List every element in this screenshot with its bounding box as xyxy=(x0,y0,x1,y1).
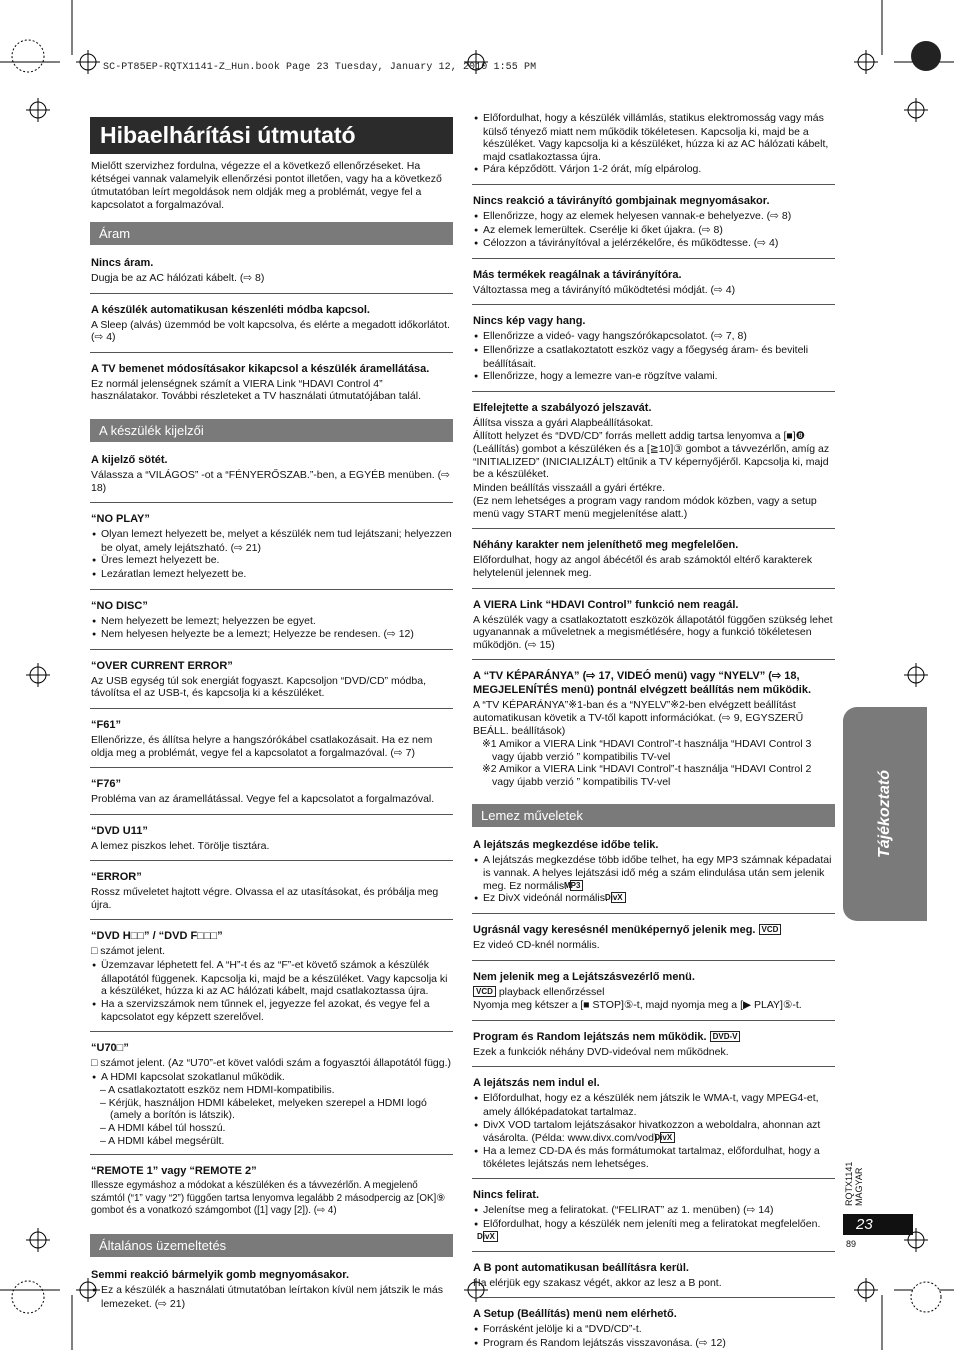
item-heading: Nincs kép vagy hang. xyxy=(473,315,586,328)
bullet-item: ● Jelenítse meg a feliratokat. (“FELIRAT” az 1. menüben) (⇨ 14) xyxy=(473,1204,835,1218)
trouble-item xyxy=(90,448,453,503)
item-heading: “NO DISC” xyxy=(91,599,148,612)
bullet-item: ● A HDMI kapcsolat szokatlanul működik. xyxy=(91,1071,453,1085)
trouble-item xyxy=(472,309,835,391)
item-text: □ számot jelent. xyxy=(91,945,166,958)
item-text: A Sleep (alvás) üzemmód be volt kapcsolva, és elérte a megadott időkorlátot. (⇨ 4) xyxy=(91,318,450,344)
trouble-item xyxy=(90,772,453,815)
item-text: Minden beállítás visszaáll a gyári értékre. xyxy=(473,481,666,494)
bullet-item: ● Olyan lemezt helyezett be, melyet a készülék nem tud lejátszani; helyezzen be olyat, amely lejátszható. (⇨ 21) xyxy=(91,528,453,554)
trouble-item xyxy=(472,189,835,259)
format-tag: DivX xyxy=(483,1231,498,1242)
section-items xyxy=(472,833,835,1358)
item-heading: Néhány karakter nem jeleníthető meg megfelelően. xyxy=(473,539,739,552)
item-text: A lemez piszkos lehet. Törölje tisztára. xyxy=(91,839,270,852)
item-heading: A B pont automatikusan beállításra kerül. xyxy=(473,1261,689,1274)
section-header: Lemez műveletek xyxy=(472,804,835,827)
item-text: A készülék vagy a csatlakoztatott eszközök állapotától függően szükség lehet ugyanannak a műveletnek a megismétlésére, hogy a funkció tökéletesen működjön. (⇨ 15) xyxy=(473,613,833,651)
item-text: Állítsa vissza a gyári Alapbeállításokat. xyxy=(473,416,654,429)
bullet-item: ● Ellenőrizze, hogy a lemezre van-e rögzítve valami. xyxy=(473,370,835,384)
format-tag: VCD xyxy=(759,924,782,935)
format-tag: DivX xyxy=(660,1132,675,1143)
item-text: Ellenőrizze, és állítsa helyre a hangszórókábel csatlakozásait. Ha ez nem oldja meg a problémát, vegye fel a kapcsolatot a forgalmazóval. (⇨ 7) xyxy=(91,733,433,759)
trouble-item xyxy=(472,263,835,306)
item-text: Ez normál jelenségnek számít a VIERA Link “HDAVI Control 4” használatakor. További részleteket a TV használati útmutatójában talál. xyxy=(91,377,421,403)
item-text: A “TV KÉPARÁNYA”※1-ban és a “NYELV”※2-ben elvégzett beállítást automatikusan követik a TV-től kapott információkat. (⇨ 9, EGYSZERŰ BEÁLL. beállítások) xyxy=(473,699,804,737)
right-top-items xyxy=(472,109,835,796)
item-text: Ez videó CD-knél normális. xyxy=(473,938,600,951)
item-heading: A “TV KÉPARÁNYA” (⇨ 17, VIDEÓ menü) vagy “NYELV” (⇨ 18, MEGJELENÍTÉS menü) pontnál elvégzett beállítás nem működik. xyxy=(473,670,812,697)
page-title: Hibaelhárítási útmutató xyxy=(90,117,453,154)
item-text: (Ez nem lehetséges a program vagy random módok közben, vagy a setup menü vagy START menü megjelenítése alatt.) xyxy=(473,495,817,520)
item-text: Ezek a funkciók néhány DVD-videóval nem működnek. xyxy=(473,1045,729,1058)
bullet-item: ● Üres lemezt helyezett be. xyxy=(91,554,453,568)
item-text: Ha elérjük egy szakasz végét, akkor az lesz a B pont. xyxy=(473,1276,722,1289)
item-heading: “F61” xyxy=(91,718,121,731)
bullet-item: ● DivX VOD tartalom lejátszásakor hivatkozzon a weboldalra, ahonnan azt vásárolta. (Példa: www.divx.com/vod) DivX xyxy=(473,1119,835,1145)
trouble-item xyxy=(472,833,835,914)
trouble-item xyxy=(472,109,835,185)
bullet-item: ● Ellenőrizze, hogy az elemek helyesen vannak-e behelyezve. (⇨ 8) xyxy=(473,210,835,224)
section-items xyxy=(90,1263,453,1317)
item-text: Rossz műveletet hajtott végre. Olvassa el az utasításokat, és próbálja meg újra. xyxy=(91,886,439,911)
item-heading: Ugrásnál vagy keresésnél menüképernyő jelenik meg. VCD xyxy=(473,923,835,937)
item-heading: “NO PLAY” xyxy=(91,513,150,526)
item-heading: A lejátszás nem indul el. xyxy=(473,1077,600,1090)
item-text: Előfordulhat, hogy az angol ábécétől és arab számoktól eltérő karakterek helytelenül jelennek meg. xyxy=(473,554,813,580)
left-sections xyxy=(90,222,453,1317)
section-header: A készülék kijelzői xyxy=(90,419,453,442)
item-heading: Elfelejtette a szabályozó jelszavát. xyxy=(473,401,652,414)
item-heading: Nincs felirat. xyxy=(473,1188,540,1201)
bullet-item: ● Ellenőrizze a videó- vagy hangszórókapcsolatot. (⇨ 7, 8) xyxy=(473,330,835,344)
bullet-item: ● Ellenőrizze a csatlakoztatott eszköz vagy a főegység áram- és beviteli beállításait. xyxy=(473,344,835,370)
bullet-item: ● Ha a lemez CD-DA és más formátumokat tartalmaz, előfordulhat, hogy a tökéletes lejátszás nem lehetséges. xyxy=(473,1145,835,1171)
trouble-item xyxy=(472,593,835,661)
bullet-item: ● Előfordulhat, hogy ez a készülék nem játszik le WMA-t, vagy MPEG4-et, amely állóképadatokat tartalmaz. xyxy=(473,1092,835,1118)
trouble-item xyxy=(472,1183,835,1252)
bullet-item: ● Célozzon a távirányítóval a jelérzékelőre, és működtesse. (⇨ 4) xyxy=(473,237,835,251)
trouble-item xyxy=(472,533,835,588)
bullet-item: ● Az elemek lemerültek. Cserélje ki őket újakra. (⇨ 8) xyxy=(473,224,835,238)
trouble-item xyxy=(472,965,835,1021)
item-text: Válassza a “VILÁGOS” -ot a “FÉNYERŐSZAB.”-ben, a EGYÉB menüben. (⇨ 18) xyxy=(91,468,450,494)
item-text: – A HDMI kábel túl hosszú. xyxy=(100,1122,226,1134)
bullet-item: ● Pára képződött. Várjon 1-2 órát, míg elpárolog. xyxy=(473,163,835,177)
item-heading: Más termékek reagálnak a távirányítóra. xyxy=(473,268,682,281)
right-section xyxy=(472,804,835,1358)
item-text: □ számot jelent. (Az “U70”-et követ valódi szám a fogyasztói állapotától függ.) xyxy=(91,1057,452,1070)
item-heading: Semmi reakció bármelyik gomb megnyomásakor. xyxy=(91,1268,350,1281)
trouble-item xyxy=(472,1071,835,1179)
item-heading: “DVD H□□” / “DVD F□□□” xyxy=(91,930,223,943)
trouble-item xyxy=(90,251,453,294)
item-heading: “ERROR” xyxy=(91,871,142,884)
bullet-item: ● Előfordulhat, hogy a készülék nem jeleníti meg a feliratokat megfelelően. DivX xyxy=(473,1218,835,1244)
bullet-item: ● Előfordulhat, hogy a készülék villámlás, statikus elektromosság vagy más külső tényező miatt nem működik tökéletesen. Kapcsolja ki, majd be a készüléket. Vagy kapcsolja ki a készüléket, húzza ki az AC hálózati kábelt, majd csatlakoztassa újra. xyxy=(473,112,835,163)
format-tag: MP3 xyxy=(570,880,583,891)
item-heading: “REMOTE 1” vagy “REMOTE 2” xyxy=(91,1165,257,1178)
trouble-item xyxy=(90,507,453,589)
bullet-item: ● Nem helyesen helyezte be a lemezt; Helyezze be rendesen. (⇨ 12) xyxy=(91,628,453,642)
trouble-item xyxy=(90,713,453,768)
item-heading: A VIERA Link “HDAVI Control” funkció nem reagál. xyxy=(473,598,739,611)
trouble-item xyxy=(472,396,835,530)
bullet-item: ● A lejátszás megkezdése több időbe telhet, ha egy MP3 számnak képadatai is vannak. A helyes lejátszási idő még a szám elindulása után sem jelenik meg. Ez normális. MP3 xyxy=(473,854,835,893)
bullet-item: ● Forrásként jelölje ki a “DVD/CD”-t. xyxy=(473,1323,835,1337)
trouble-item xyxy=(472,1025,835,1068)
item-text: Állított helyzet és “DVD/CD” forrás mellett addig tartsa lenyomva a [■]❽ (Leállítás) gombot a készüléken és a [≧10]③ gombot a távvezérlőn, amíg az “INITIALIZED” (INICIALIZÁLT) eltűnik a TV képernyőjéről. Kapcsolja ki, majd be a készüléket. xyxy=(473,430,830,481)
section-items xyxy=(90,251,453,411)
format-tag: DVD-V xyxy=(710,1031,741,1042)
item-heading: “DVD U11” xyxy=(91,824,148,837)
item-text: VCD playback ellenőrzéssel xyxy=(473,986,835,999)
item-text: ※1 Amikor a VIERA Link “HDAVI Control”-t használja “HDAVI Control 3 vagy újabb verzió ” kompatibilis TV-vel xyxy=(482,738,812,763)
trouble-item xyxy=(472,918,835,961)
item-text: Az USB egység túl sok energiát fogyaszt. Kapcsoljon “DVD/CD” módba, távolítsa el az USB-t, és kapcsolja ki a készüléket. xyxy=(91,674,426,700)
item-heading: A kijelző sötét. xyxy=(91,453,168,466)
book-header: SC-PT85EP-RQTX1141-Z_Hun.book Page 23 Tuesday, January 12, 2010 1:55 PM xyxy=(103,62,537,73)
item-text: Dugja be az AC hálózati kábelt. (⇨ 8) xyxy=(91,272,265,284)
trouble-item xyxy=(472,1302,835,1357)
right-column xyxy=(472,109,835,1361)
section-header: Áram xyxy=(90,222,453,245)
item-text: – Kérjük, használjon HDMI kábeleket, melyeken szerepel a HDMI logó (amely a borítón is látszik). xyxy=(100,1096,427,1122)
trouble-item xyxy=(90,594,453,650)
section-header: Általános üzemeltetés xyxy=(90,1234,453,1257)
item-heading: Program és Random lejátszás nem működik. DVD-V xyxy=(473,1030,835,1044)
item-heading: Nem jelenik meg a Lejátszásvezérlő menü. xyxy=(473,970,695,983)
bullet-item: ● Nem helyezett be lemezt; helyezzen be egyet. xyxy=(91,615,453,629)
item-text: Változtassa meg a távirányító működtetési módját. (⇨ 4) xyxy=(473,283,736,296)
doc-code-number: RQTX1141 xyxy=(844,1161,854,1206)
doc-code xyxy=(844,1158,864,1206)
trouble-item xyxy=(90,654,453,709)
format-tag: DivX xyxy=(611,892,626,903)
item-text: Nyomja meg kétszer a [■ STOP]⑤-t, majd nyomja meg a [▶ PLAY]⑤-t. xyxy=(473,999,802,1012)
trouble-item xyxy=(90,1263,453,1317)
left-column xyxy=(90,117,453,1321)
item-heading: “U70□” xyxy=(91,1042,129,1055)
item-text: – A HDMI kábel megsérült. xyxy=(100,1134,225,1147)
side-tab-label: Tájékoztató xyxy=(876,769,893,859)
item-heading: “OVER CURRENT ERROR” xyxy=(91,659,233,672)
item-heading: A lejátszás megkezdése időbe telik. xyxy=(473,838,659,851)
trouble-item xyxy=(90,819,453,862)
item-text: ※2 Amikor a VIERA Link “HDAVI Control”-t használja “HDAVI Control 2 vagy újabb verzió ” kompatibilis TV-vel xyxy=(482,763,812,788)
page-number: 23 xyxy=(843,1214,913,1235)
trouble-item xyxy=(472,664,835,795)
item-heading: A készülék automatikusan készenléti módba kapcsol. xyxy=(91,303,370,316)
item-heading: Nincs áram. xyxy=(91,257,154,269)
item-heading: Nincs reakció a távirányító gombjainak megnyomásakor. xyxy=(473,194,770,207)
sub-page-number: 89 xyxy=(846,1239,857,1249)
doc-language: MAGYAR xyxy=(854,1167,864,1206)
trouble-item xyxy=(90,298,453,353)
trouble-item xyxy=(90,1036,453,1155)
trouble-item xyxy=(90,357,453,411)
trouble-item xyxy=(472,1256,835,1299)
item-text: – A csatlakoztatott eszköz nem HDMI-kompatibilis. xyxy=(100,1084,335,1097)
bullet-item: ● Ha a szervizszámok nem tűnnek el, jegyezze fel azokat, és vegye fel a kapcsolatot egy képzett szerelővel. xyxy=(91,998,453,1024)
trouble-item xyxy=(90,1159,453,1226)
item-heading: “F76” xyxy=(91,778,121,791)
section-items xyxy=(90,448,453,1226)
item-heading: A Setup (Beállítás) menü nem elérhető. xyxy=(473,1308,677,1321)
trouble-item xyxy=(90,865,453,920)
bullet-item: ● Program és Random lejátszás visszavonása. (⇨ 12) xyxy=(473,1337,835,1351)
format-tag: VCD xyxy=(473,986,496,997)
bullet-item: ● Üzemzavar léphetett fel. A “H”-t és az “F”-et követő számok a készülék állapotától függenek. Kapcsolja ki, majd be a készüléket. Vagy kapcsolja ki a készüléket, húzza ki az AC hálózati kábelt, majd csatlakoztassa újra. xyxy=(91,959,453,998)
bullet-item: ● Lezáratlan lemezt helyezett be. xyxy=(91,568,453,582)
trouble-item xyxy=(90,924,453,1032)
item-text: Illessze egymáshoz a módokat a készüléken és a távvezérlőn. A megjelenő számtól (“1” vagy “2”) függően tartsa lenyomva legalább 2 másodpercig az [OK]⑨ gombot és a vonatkozó számgombot ([1] vagy [2]). (⇨ 4) xyxy=(91,1180,446,1217)
item-text: Probléma van az áramellátással. Vegye fel a kapcsolatot a forgalmazóval. xyxy=(91,793,435,806)
bullet-item: ● Ez a készülék a használati útmutatóban leírtakon kívül nem játszik le más lemezeket. (⇨ 21) xyxy=(91,1284,453,1310)
side-tab xyxy=(843,707,927,921)
intro-text: Mielőtt szervizhez fordulna, végezze el a következő ellenőrzéseket. Ha kétségei vannak valamelyik ellenőrzési pontot illetően, vagy ha a következő útmutatóban leírt megoldások nem oldják meg a problémát, vegye fel a kapcsolatot a forgalmazóval. xyxy=(91,160,442,211)
item-heading: A TV bemenet módosításakor kikapcsol a készülék áramellátása. xyxy=(91,362,430,375)
bullet-item: ● Ez DivX videónál normális. DivX xyxy=(473,892,835,906)
